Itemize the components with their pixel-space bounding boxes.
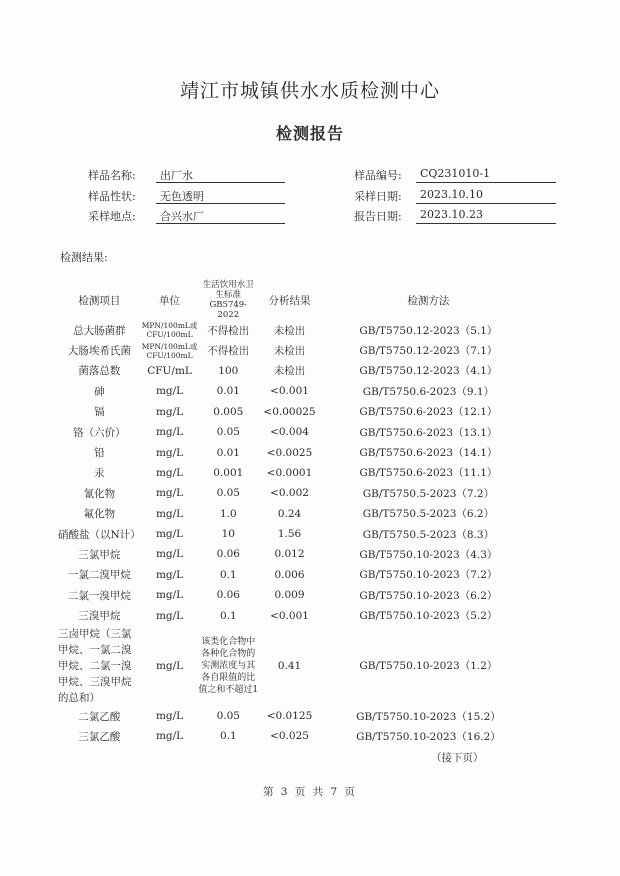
table-row bbox=[58, 320, 536, 340]
cell-item: 氰化物 bbox=[83, 487, 116, 500]
cell-method: GB/T5750.5-2023（6.2） bbox=[362, 508, 495, 521]
cell-standard: 0.06 bbox=[216, 548, 240, 561]
table-row bbox=[58, 726, 536, 746]
cell-method: GB/T5750.6-2023（13.1） bbox=[359, 426, 498, 439]
header-standard-line3: 2022 bbox=[217, 310, 240, 320]
cell-unit: mg/L bbox=[155, 385, 184, 398]
cell-standard: 0.001 bbox=[213, 466, 244, 479]
table-row bbox=[58, 340, 536, 360]
cell-standard: 0.06 bbox=[216, 589, 240, 602]
sampling-site-label: 采样地点: bbox=[88, 210, 136, 223]
report-title: 检测报告 bbox=[275, 124, 344, 143]
cell-standard: 100 bbox=[218, 364, 239, 377]
cell-method: GB/T5750.10-2023（7.2） bbox=[359, 569, 498, 582]
continued-note: （接下页） bbox=[431, 752, 484, 764]
cell-item: 大肠埃希氏菌 bbox=[67, 345, 131, 358]
cell-result: 0.012 bbox=[274, 548, 305, 561]
cell-method: GB/T5750.5-2023（7.2） bbox=[362, 487, 495, 500]
header-result: 分析结果 bbox=[268, 294, 311, 307]
cell-result: 0.24 bbox=[277, 507, 302, 520]
cell-result: 未检出 bbox=[273, 345, 306, 358]
table-row bbox=[58, 524, 536, 544]
cell-item: 铅 bbox=[94, 447, 105, 460]
table-row bbox=[58, 402, 536, 422]
cell-result: <0.002 bbox=[270, 487, 309, 500]
cell-result: 未检出 bbox=[273, 365, 306, 378]
sample-name-value: 出厂水 bbox=[156, 167, 285, 183]
header-standard bbox=[198, 280, 258, 320]
cell-item: 砷 bbox=[94, 385, 105, 398]
table-row bbox=[58, 706, 536, 726]
table-row bbox=[58, 504, 536, 524]
cell-method: GB/T5750.6-2023（14.1） bbox=[359, 447, 498, 460]
cell-standard: 10 bbox=[221, 528, 235, 541]
cell-unit: mg/L bbox=[155, 710, 184, 723]
table-row bbox=[58, 605, 536, 625]
cell-method: GB/T5750.12-2023（5.1） bbox=[359, 324, 498, 337]
cell-result: 0.009 bbox=[274, 589, 305, 602]
cell-unit: mg/L bbox=[155, 446, 184, 459]
sampling-site-value: 合兴水厂 bbox=[156, 208, 285, 224]
cell-item: 三氯乙酸 bbox=[78, 730, 121, 743]
table-row bbox=[58, 483, 536, 503]
table-row bbox=[58, 626, 536, 706]
report-date-label: 报告日期: bbox=[354, 210, 402, 223]
cell-standard: 0.01 bbox=[216, 446, 240, 459]
cell-result: <0.001 bbox=[270, 385, 309, 398]
cell-method: GB/T5750.10-2023（4.3） bbox=[359, 548, 498, 561]
sample-name-label: 样品名称: bbox=[88, 169, 136, 182]
header-method: 检测方法 bbox=[407, 294, 450, 307]
cell-unit: mg/L bbox=[155, 426, 184, 439]
cell-result: <0.00025 bbox=[263, 405, 316, 418]
cell-standard: 0.005 bbox=[213, 405, 244, 418]
cell-unit: mg/L bbox=[155, 466, 184, 479]
cell-method: GB/T5750.10-2023（6.2） bbox=[359, 589, 498, 602]
cell-unit bbox=[141, 340, 199, 360]
table-row bbox=[58, 585, 536, 605]
table-row bbox=[58, 565, 536, 585]
cell-result: <0.0001 bbox=[266, 466, 313, 479]
header-standard-line2: 生标准GB5749- bbox=[209, 290, 248, 310]
table-row bbox=[58, 463, 536, 483]
cell-result: 0.41 bbox=[277, 659, 302, 672]
cell-method: GB/T5750.10-2023（1.2） bbox=[359, 660, 498, 673]
cell-result: 0.006 bbox=[274, 568, 305, 581]
cell-unit bbox=[141, 320, 199, 340]
page-number: 第 3 页 共 7 页 bbox=[262, 786, 358, 798]
cell-result: <0.025 bbox=[270, 730, 309, 743]
cell-standard: 不得检出 bbox=[207, 324, 250, 337]
cell-standard: 该类化合物中各种化合物的实测浓度与其各自限值的比值之和不超过1 bbox=[198, 636, 259, 695]
cell-result: <0.004 bbox=[270, 426, 309, 439]
cell-unit-line1: MPN/100mL或 bbox=[141, 321, 198, 331]
cell-unit: mg/L bbox=[155, 528, 184, 541]
cell-item: 二氯乙酸 bbox=[78, 710, 121, 723]
cell-item: 氟化物 bbox=[83, 508, 116, 521]
cell-standard: 0.01 bbox=[216, 385, 240, 398]
results-label: 检测结果: bbox=[60, 251, 108, 264]
cell-method: GB/T5750.12-2023（4.1） bbox=[359, 365, 498, 378]
cell-method: GB/T5750.6-2023（9.1） bbox=[362, 385, 495, 398]
header-unit: 单位 bbox=[159, 294, 181, 307]
cell-method: GB/T5750.6-2023（11.1） bbox=[359, 467, 498, 480]
cell-item: 三氯甲烷 bbox=[78, 548, 121, 561]
cell-item: 硝酸盐（以N计） bbox=[58, 528, 141, 541]
cell-standard: 0.1 bbox=[219, 730, 237, 743]
report-date-value: 2023.10.23 bbox=[416, 208, 556, 224]
cell-standard: 0.05 bbox=[216, 710, 240, 723]
cell-unit: mg/L bbox=[155, 568, 184, 581]
header-standard-line1: 生活饮用水卫 bbox=[202, 280, 254, 290]
cell-method: GB/T5750.12-2023（7.1） bbox=[359, 345, 498, 358]
table-header-row bbox=[58, 280, 536, 320]
cell-unit: mg/L bbox=[155, 609, 184, 622]
cell-item: 三卤甲烷（三氯甲烷、一氯二溴甲烷、二氯一溴甲烷、三溴甲烷的总和） bbox=[58, 627, 132, 704]
cell-unit-line2: CFU/100mL bbox=[146, 330, 193, 340]
sample-no-label: 样品编号: bbox=[354, 169, 402, 182]
cell-standard: 不得检出 bbox=[207, 345, 250, 358]
cell-standard: 0.1 bbox=[219, 609, 237, 622]
cell-result: 未检出 bbox=[273, 324, 306, 337]
table-row bbox=[58, 442, 536, 462]
cell-unit: mg/L bbox=[155, 548, 184, 561]
cell-standard: 0.05 bbox=[216, 487, 240, 500]
cell-unit-line2: CFU/100mL bbox=[146, 350, 193, 360]
cell-unit: mg/L bbox=[155, 405, 184, 418]
cell-standard: 1.0 bbox=[219, 507, 237, 520]
cell-item: 铬（六价） bbox=[73, 426, 126, 439]
cell-result: <0.0025 bbox=[266, 446, 313, 459]
cell-unit: mg/L bbox=[155, 507, 184, 520]
cell-unit: mg/L bbox=[155, 589, 184, 602]
cell-item: 镉 bbox=[94, 406, 105, 419]
cell-unit: mg/L bbox=[155, 487, 184, 500]
results-table bbox=[58, 280, 536, 747]
sampling-date-label: 采样日期: bbox=[354, 190, 402, 203]
cell-result: 1.56 bbox=[277, 528, 302, 541]
cell-item: 二氯一溴甲烷 bbox=[67, 589, 131, 602]
meta-row-3 bbox=[88, 208, 558, 226]
meta-row-2 bbox=[88, 188, 558, 206]
sample-nature-label: 样品性状: bbox=[88, 190, 136, 203]
cell-standard: 0.1 bbox=[219, 568, 237, 581]
sample-no-value: CQ231010-1 bbox=[416, 167, 556, 183]
cell-method: GB/T5750.5-2023（8.3） bbox=[362, 528, 495, 541]
cell-item: 三溴甲烷 bbox=[78, 610, 121, 623]
cell-unit: CFU/mL bbox=[147, 364, 192, 377]
meta-row-1 bbox=[88, 167, 558, 185]
table-row bbox=[58, 422, 536, 442]
table-row bbox=[58, 361, 536, 381]
organization-title: 靖江市城镇供水水质检测中心 bbox=[179, 80, 440, 102]
cell-item: 一氯二溴甲烷 bbox=[67, 569, 131, 582]
cell-result: <0.0125 bbox=[266, 710, 313, 723]
sampling-date-value: 2023.10.10 bbox=[416, 188, 556, 204]
cell-method: GB/T5750.6-2023（12.1） bbox=[359, 406, 498, 419]
cell-unit: mg/L bbox=[155, 730, 184, 743]
cell-method: GB/T5750.10-2023（5.2） bbox=[359, 610, 498, 623]
sample-nature-value: 无色透明 bbox=[156, 188, 285, 204]
cell-method: GB/T5750.10-2023（16.2） bbox=[356, 730, 501, 743]
table-row bbox=[58, 544, 536, 564]
cell-item: 汞 bbox=[94, 467, 105, 480]
cell-item: 总大肠菌群 bbox=[73, 324, 126, 337]
header-item: 检测项目 bbox=[78, 294, 121, 307]
cell-unit: mg/L bbox=[155, 659, 184, 672]
cell-standard: 0.05 bbox=[216, 426, 240, 439]
cell-result: <0.001 bbox=[270, 609, 309, 622]
cell-item: 菌落总数 bbox=[78, 365, 121, 378]
cell-unit-line1: MPN/100mL或 bbox=[141, 341, 198, 351]
cell-method: GB/T5750.10-2023（15.2） bbox=[356, 710, 501, 723]
table-row bbox=[58, 381, 536, 401]
